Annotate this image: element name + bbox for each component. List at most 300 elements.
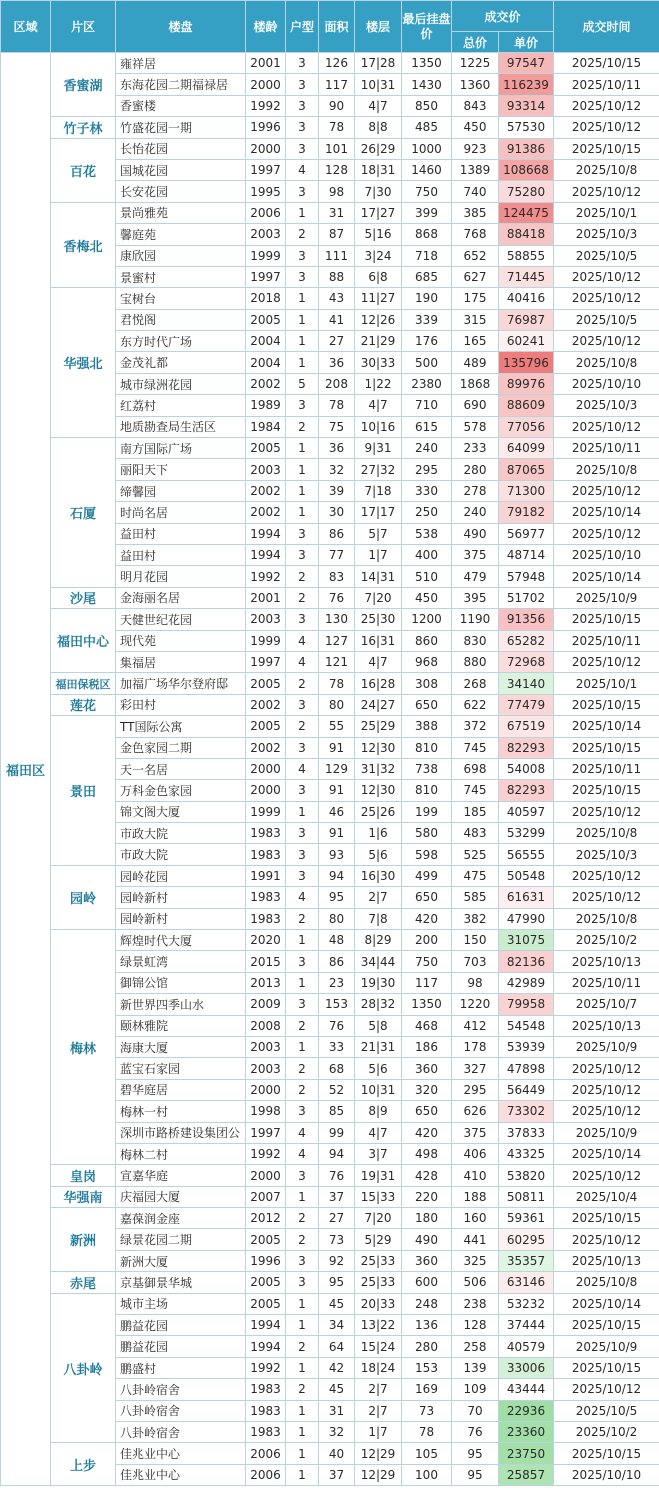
total-price-cell: 483 xyxy=(452,823,499,844)
building-age-cell: 2001 xyxy=(246,587,286,608)
floor-level-cell: 2|7 xyxy=(355,887,402,908)
deal-date-cell: 2025/10/8 xyxy=(554,159,659,180)
floor-area-cell: 91 xyxy=(319,823,355,844)
floor-level-cell: 1|7 xyxy=(355,544,402,565)
unit-price-cell: 53939 xyxy=(499,1036,554,1057)
floor-level-cell: 28|32 xyxy=(355,994,402,1015)
total-price-cell: 490 xyxy=(452,523,499,544)
building-age-cell: 1997 xyxy=(246,651,286,672)
estate-name-cell: 佳兆业中心 xyxy=(116,1464,246,1485)
building-age-cell: 1983 xyxy=(246,1379,286,1400)
total-price-cell: 70 xyxy=(452,1400,499,1421)
estate-name-cell: 颐林雅院 xyxy=(116,1015,246,1036)
floor-area-cell: 95 xyxy=(319,887,355,908)
floor-area-cell: 31 xyxy=(319,202,355,223)
listing-price-cell: 330 xyxy=(402,480,452,501)
listing-price-cell: 580 xyxy=(402,823,452,844)
table-row xyxy=(1,1293,659,1314)
building-age-cell: 1996 xyxy=(246,1250,286,1271)
deal-date-cell: 2025/10/14 xyxy=(554,716,659,737)
listing-price-cell: 1000 xyxy=(402,138,452,159)
deal-date-cell: 2025/10/10 xyxy=(554,1464,659,1485)
room-count-cell: 2 xyxy=(286,566,319,587)
floor-area-cell: 40 xyxy=(319,1443,355,1464)
floor-level-cell: 18|31 xyxy=(355,159,402,180)
deal-date-cell: 2025/10/11 xyxy=(554,972,659,993)
deal-date-cell: 2025/10/12 xyxy=(554,416,659,437)
floor-area-cell: 99 xyxy=(319,1122,355,1143)
building-age-cell: 2002 xyxy=(246,373,286,394)
unit-price-cell: 72968 xyxy=(499,651,554,672)
room-count-cell: 4 xyxy=(286,1143,319,1164)
listing-price-cell: 100 xyxy=(402,1464,452,1485)
unit-price-cell: 82293 xyxy=(499,737,554,758)
floor-area-cell: 94 xyxy=(319,1143,355,1164)
total-price-cell: 441 xyxy=(452,1229,499,1250)
building-age-cell: 2012 xyxy=(246,1208,286,1229)
floor-area-cell: 33 xyxy=(319,1036,355,1057)
deal-date-cell: 2025/10/12 xyxy=(554,1165,659,1186)
estate-name-cell: 新洲大厦 xyxy=(116,1250,246,1271)
unit-price-cell: 57530 xyxy=(499,117,554,138)
header-layout: 户型 xyxy=(286,1,319,53)
unit-price-cell: 51702 xyxy=(499,587,554,608)
building-age-cell: 2003 xyxy=(246,459,286,480)
listing-price-cell: 450 xyxy=(402,587,452,608)
building-age-cell: 1999 xyxy=(246,245,286,266)
building-age-cell: 2000 xyxy=(246,780,286,801)
floor-level-cell: 1|22 xyxy=(355,373,402,394)
unit-price-cell: 48714 xyxy=(499,544,554,565)
room-count-cell: 3 xyxy=(286,609,319,630)
floor-area-cell: 76 xyxy=(319,1165,355,1186)
building-age-cell: 1983 xyxy=(246,887,286,908)
unit-price-cell: 75280 xyxy=(499,181,554,202)
table-row xyxy=(1,673,659,694)
floor-area-cell: 23 xyxy=(319,972,355,993)
building-age-cell: 1994 xyxy=(246,1336,286,1357)
room-count-cell: 3 xyxy=(286,1272,319,1293)
estate-name-cell: 景蜜村 xyxy=(116,266,246,287)
building-age-cell: 2004 xyxy=(246,331,286,352)
total-price-cell: 1389 xyxy=(452,159,499,180)
table-row xyxy=(1,694,659,715)
room-count-cell: 4 xyxy=(286,887,319,908)
floor-area-cell: 126 xyxy=(319,53,355,74)
floor-area-cell: 32 xyxy=(319,1422,355,1443)
listing-price-cell: 860 xyxy=(402,630,452,651)
total-price-cell: 375 xyxy=(452,544,499,565)
room-count-cell: 2 xyxy=(286,1336,319,1357)
area-cell: 沙尾 xyxy=(51,587,116,608)
deal-date-cell: 2025/10/12 xyxy=(554,1079,659,1100)
total-price-cell: 923 xyxy=(452,138,499,159)
floor-area-cell: 52 xyxy=(319,1079,355,1100)
table-row xyxy=(1,438,659,459)
floor-area-cell: 76 xyxy=(319,587,355,608)
floor-area-cell: 111 xyxy=(319,245,355,266)
estate-name-cell: 鹏益花园 xyxy=(116,1336,246,1357)
room-count-cell: 3 xyxy=(286,544,319,565)
floor-level-cell: 1|7 xyxy=(355,1422,402,1443)
room-count-cell: 3 xyxy=(286,138,319,159)
floor-level-cell: 25|30 xyxy=(355,609,402,630)
building-age-cell: 1996 xyxy=(246,117,286,138)
room-count-cell: 1 xyxy=(286,1400,319,1421)
unit-price-cell: 42989 xyxy=(499,972,554,993)
listing-price-cell: 105 xyxy=(402,1443,452,1464)
building-age-cell: 1984 xyxy=(246,416,286,437)
estate-name-cell: 景尚雅苑 xyxy=(116,202,246,223)
deal-date-cell: 2025/10/9 xyxy=(554,1336,659,1357)
floor-level-cell: 7|30 xyxy=(355,181,402,202)
area-cell: 八卦岭 xyxy=(51,1293,116,1443)
building-age-cell: 2008 xyxy=(246,1015,286,1036)
listing-price-cell: 490 xyxy=(402,1229,452,1250)
room-count-cell: 3 xyxy=(286,1165,319,1186)
listing-price-cell: 73 xyxy=(402,1400,452,1421)
total-price-cell: 109 xyxy=(452,1379,499,1400)
header-area: 片区 xyxy=(51,1,116,53)
floor-area-cell: 78 xyxy=(319,673,355,694)
floor-level-cell: 15|24 xyxy=(355,1336,402,1357)
building-age-cell: 2005 xyxy=(246,438,286,459)
room-count-cell: 2 xyxy=(286,1079,319,1100)
total-price-cell: 395 xyxy=(452,587,499,608)
estate-name-cell: 集福居 xyxy=(116,651,246,672)
deal-date-cell: 2025/10/11 xyxy=(554,74,659,95)
room-count-cell: 4 xyxy=(286,758,319,779)
building-age-cell: 2003 xyxy=(246,1058,286,1079)
deal-date-cell: 2025/10/12 xyxy=(554,480,659,501)
building-age-cell: 2015 xyxy=(246,951,286,972)
listing-price-cell: 78 xyxy=(402,1422,452,1443)
floor-level-cell: 14|31 xyxy=(355,566,402,587)
estate-name-cell: 金色家园二期 xyxy=(116,737,246,758)
table-row xyxy=(1,138,659,159)
unit-price-cell: 23360 xyxy=(499,1422,554,1443)
room-count-cell: 1 xyxy=(286,309,319,330)
unit-price-cell: 73302 xyxy=(499,1101,554,1122)
total-price-cell: 412 xyxy=(452,1015,499,1036)
floor-area-cell: 85 xyxy=(319,1101,355,1122)
area-cell: 园岭 xyxy=(51,865,116,929)
total-price-cell: 745 xyxy=(452,780,499,801)
unit-price-cell: 54008 xyxy=(499,758,554,779)
floor-level-cell: 1|6 xyxy=(355,823,402,844)
room-count-cell: 2 xyxy=(286,908,319,929)
header-estate: 楼盘 xyxy=(116,1,246,53)
unit-price-cell: 60295 xyxy=(499,1229,554,1250)
header-unit-price: 单价 xyxy=(499,32,554,53)
total-price-cell: 160 xyxy=(452,1208,499,1229)
listing-price-cell: 600 xyxy=(402,1272,452,1293)
listing-price-cell: 598 xyxy=(402,844,452,865)
estate-name-cell: 明月花园 xyxy=(116,566,246,587)
deal-date-cell: 2025/10/12 xyxy=(554,865,659,886)
total-price-cell: 238 xyxy=(452,1293,499,1314)
building-age-cell: 2005 xyxy=(246,673,286,694)
estate-name-cell: 东方时代广场 xyxy=(116,331,246,352)
floor-level-cell: 13|22 xyxy=(355,1315,402,1336)
listing-price-cell: 718 xyxy=(402,245,452,266)
table-row xyxy=(1,117,659,138)
building-age-cell: 1995 xyxy=(246,181,286,202)
floor-area-cell: 75 xyxy=(319,416,355,437)
unit-price-cell: 124475 xyxy=(499,202,554,223)
estate-name-cell: 城市绿洲花园 xyxy=(116,373,246,394)
total-price-cell: 240 xyxy=(452,502,499,523)
total-price-cell: 745 xyxy=(452,737,499,758)
listing-price-cell: 420 xyxy=(402,908,452,929)
estate-name-cell: 蓝宝石家园 xyxy=(116,1058,246,1079)
estate-name-cell: 国城花园 xyxy=(116,159,246,180)
listing-price-cell: 136 xyxy=(402,1315,452,1336)
deal-date-cell: 2025/10/12 xyxy=(554,1379,659,1400)
deal-date-cell: 2025/10/12 xyxy=(554,181,659,202)
estate-name-cell: 南方国际广场 xyxy=(116,438,246,459)
total-price-cell: 268 xyxy=(452,673,499,694)
unit-price-cell: 25857 xyxy=(499,1464,554,1485)
header-total-price: 总价 xyxy=(452,32,499,53)
floor-level-cell: 5|6 xyxy=(355,1058,402,1079)
listing-price-cell: 320 xyxy=(402,1079,452,1100)
listing-price-cell: 710 xyxy=(402,395,452,416)
room-count-cell: 3 xyxy=(286,1250,319,1271)
room-count-cell: 4 xyxy=(286,651,319,672)
room-count-cell: 1 xyxy=(286,1036,319,1057)
room-count-cell: 1 xyxy=(286,801,319,822)
floor-area-cell: 91 xyxy=(319,737,355,758)
room-count-cell: 4 xyxy=(286,630,319,651)
listing-price-cell: 186 xyxy=(402,1036,452,1057)
building-age-cell: 1983 xyxy=(246,908,286,929)
floor-level-cell: 27|32 xyxy=(355,459,402,480)
building-age-cell: 1997 xyxy=(246,266,286,287)
listing-price-cell: 248 xyxy=(402,1293,452,1314)
total-price-cell: 740 xyxy=(452,181,499,202)
floor-area-cell: 80 xyxy=(319,908,355,929)
building-age-cell: 2003 xyxy=(246,224,286,245)
deal-date-cell: 2025/10/8 xyxy=(554,823,659,844)
area-cell: 百花 xyxy=(51,138,116,202)
floor-area-cell: 91 xyxy=(319,780,355,801)
floor-level-cell: 12|29 xyxy=(355,1443,402,1464)
unit-price-cell: 54548 xyxy=(499,1015,554,1036)
floor-area-cell: 153 xyxy=(319,994,355,1015)
building-age-cell: 2001 xyxy=(246,53,286,74)
floor-area-cell: 27 xyxy=(319,1208,355,1229)
deal-date-cell: 2025/10/14 xyxy=(554,1293,659,1314)
deal-date-cell: 2025/10/3 xyxy=(554,844,659,865)
floor-area-cell: 90 xyxy=(319,95,355,116)
room-count-cell: 1 xyxy=(286,1422,319,1443)
listing-price-cell: 250 xyxy=(402,502,452,523)
estate-name-cell: 地质勘查局生活区 xyxy=(116,416,246,437)
total-price-cell: 525 xyxy=(452,844,499,865)
unit-price-cell: 58855 xyxy=(499,245,554,266)
floor-area-cell: 55 xyxy=(319,716,355,737)
floor-level-cell: 25|29 xyxy=(355,716,402,737)
deal-date-cell: 2025/10/9 xyxy=(554,587,659,608)
unit-price-cell: 135796 xyxy=(499,352,554,373)
listing-price-cell: 485 xyxy=(402,117,452,138)
listing-price-cell: 280 xyxy=(402,1336,452,1357)
table-row xyxy=(1,609,659,630)
listing-price-cell: 538 xyxy=(402,523,452,544)
deal-date-cell: 2025/10/15 xyxy=(554,1208,659,1229)
listing-price-cell: 360 xyxy=(402,1250,452,1271)
floor-level-cell: 4|7 xyxy=(355,1122,402,1143)
area-cell: 景田 xyxy=(51,716,116,866)
unit-price-cell: 35357 xyxy=(499,1250,554,1271)
estate-name-cell: 绿景虹湾 xyxy=(116,951,246,972)
floor-area-cell: 93 xyxy=(319,844,355,865)
total-price-cell: 327 xyxy=(452,1058,499,1079)
total-price-cell: 489 xyxy=(452,352,499,373)
listing-price-cell: 220 xyxy=(402,1186,452,1207)
building-age-cell: 2005 xyxy=(246,1272,286,1293)
floor-level-cell: 12|26 xyxy=(355,309,402,330)
floor-area-cell: 36 xyxy=(319,352,355,373)
unit-price-cell: 91386 xyxy=(499,138,554,159)
listing-price-cell: 339 xyxy=(402,309,452,330)
deal-date-cell: 2025/10/10 xyxy=(554,373,659,394)
total-price-cell: 178 xyxy=(452,1036,499,1057)
room-count-cell: 1 xyxy=(286,502,319,523)
floor-level-cell: 10|16 xyxy=(355,416,402,437)
building-age-cell: 2004 xyxy=(246,352,286,373)
total-price-cell: 843 xyxy=(452,95,499,116)
estate-name-cell: 益田村 xyxy=(116,523,246,544)
deal-date-cell: 2025/10/2 xyxy=(554,930,659,951)
floor-area-cell: 95 xyxy=(319,1272,355,1293)
deal-date-cell: 2025/10/2 xyxy=(554,1422,659,1443)
room-count-cell: 1 xyxy=(286,972,319,993)
estate-name-cell: 长安花园 xyxy=(116,181,246,202)
total-price-cell: 139 xyxy=(452,1357,499,1378)
floor-level-cell: 8|9 xyxy=(355,1101,402,1122)
floor-area-cell: 98 xyxy=(319,181,355,202)
estate-name-cell: 天健世纪花园 xyxy=(116,609,246,630)
listing-price-cell: 510 xyxy=(402,566,452,587)
floor-area-cell: 45 xyxy=(319,1293,355,1314)
listing-price-cell: 810 xyxy=(402,780,452,801)
listing-price-cell: 176 xyxy=(402,331,452,352)
estate-name-cell: 市政大院 xyxy=(116,823,246,844)
unit-price-cell: 34140 xyxy=(499,673,554,694)
estate-name-cell: 宝树台 xyxy=(116,288,246,309)
estate-name-cell: 绿景花园二期 xyxy=(116,1229,246,1250)
unit-price-cell: 47898 xyxy=(499,1058,554,1079)
building-age-cell: 2013 xyxy=(246,972,286,993)
area-cell: 莲花 xyxy=(51,694,116,715)
listing-price-cell: 360 xyxy=(402,1058,452,1079)
building-age-cell: 1998 xyxy=(246,1101,286,1122)
room-count-cell: 1 xyxy=(286,202,319,223)
total-price-cell: 95 xyxy=(452,1464,499,1485)
building-age-cell: 1992 xyxy=(246,566,286,587)
table-row xyxy=(1,1272,659,1293)
floor-level-cell: 5|8 xyxy=(355,1015,402,1036)
estate-name-cell: 园岭新村 xyxy=(116,887,246,908)
listing-price-cell: 388 xyxy=(402,716,452,737)
floor-level-cell: 7|18 xyxy=(355,480,402,501)
estate-name-cell: 宣嘉华庭 xyxy=(116,1165,246,1186)
estate-name-cell: 彩田村 xyxy=(116,694,246,715)
building-age-cell: 1997 xyxy=(246,1122,286,1143)
area-cell: 华强北 xyxy=(51,288,116,438)
floor-level-cell: 17|17 xyxy=(355,502,402,523)
floor-level-cell: 34|44 xyxy=(355,951,402,972)
floor-area-cell: 130 xyxy=(319,609,355,630)
deal-date-cell: 2025/10/8 xyxy=(554,1272,659,1293)
table-body xyxy=(1,53,659,1486)
room-count-cell: 1 xyxy=(286,1443,319,1464)
total-price-cell: 295 xyxy=(452,1079,499,1100)
estate-name-cell: 庆福园大厦 xyxy=(116,1186,246,1207)
floor-area-cell: 41 xyxy=(319,309,355,330)
estate-name-cell: 佳兆业中心 xyxy=(116,1443,246,1464)
listing-price-cell: 199 xyxy=(402,801,452,822)
total-price-cell: 578 xyxy=(452,416,499,437)
floor-area-cell: 117 xyxy=(319,74,355,95)
listing-price-cell: 685 xyxy=(402,266,452,287)
unit-price-cell: 89976 xyxy=(499,373,554,394)
floor-level-cell: 2|7 xyxy=(355,1400,402,1421)
floor-level-cell: 6|8 xyxy=(355,266,402,287)
unit-price-cell: 56449 xyxy=(499,1079,554,1100)
total-price-cell: 278 xyxy=(452,480,499,501)
floor-area-cell: 30 xyxy=(319,502,355,523)
room-count-cell: 3 xyxy=(286,53,319,74)
area-cell: 香蜜湖 xyxy=(51,53,116,117)
deal-date-cell: 2025/10/15 xyxy=(554,1443,659,1464)
unit-price-cell: 108668 xyxy=(499,159,554,180)
floor-area-cell: 36 xyxy=(319,438,355,459)
listing-price-cell: 468 xyxy=(402,1015,452,1036)
floor-area-cell: 87 xyxy=(319,224,355,245)
floor-area-cell: 80 xyxy=(319,694,355,715)
building-age-cell: 2006 xyxy=(246,1443,286,1464)
estate-name-cell: 碧华庭居 xyxy=(116,1079,246,1100)
floor-area-cell: 127 xyxy=(319,630,355,651)
floor-area-cell: 68 xyxy=(319,1058,355,1079)
building-age-cell: 2005 xyxy=(246,1229,286,1250)
unit-price-cell: 31075 xyxy=(499,930,554,951)
listing-price-cell: 500 xyxy=(402,352,452,373)
floor-area-cell: 32 xyxy=(319,459,355,480)
floor-level-cell: 7|8 xyxy=(355,908,402,929)
unit-price-cell: 59361 xyxy=(499,1208,554,1229)
floor-level-cell: 18|24 xyxy=(355,1357,402,1378)
estate-name-cell: 君悦阁 xyxy=(116,309,246,330)
area-cell: 新洲 xyxy=(51,1208,116,1272)
estate-name-cell: 丽阳天下 xyxy=(116,459,246,480)
room-count-cell: 2 xyxy=(286,1229,319,1250)
total-price-cell: 585 xyxy=(452,887,499,908)
building-age-cell: 2002 xyxy=(246,502,286,523)
listing-price-cell: 750 xyxy=(402,181,452,202)
listing-price-cell: 498 xyxy=(402,1143,452,1164)
floor-level-cell: 20|33 xyxy=(355,1293,402,1314)
deal-date-cell: 2025/10/8 xyxy=(554,459,659,480)
floor-level-cell: 10|31 xyxy=(355,74,402,95)
listing-price-cell: 1430 xyxy=(402,74,452,95)
building-age-cell: 1983 xyxy=(246,1422,286,1443)
floor-area-cell: 48 xyxy=(319,930,355,951)
table-row xyxy=(1,1208,659,1229)
